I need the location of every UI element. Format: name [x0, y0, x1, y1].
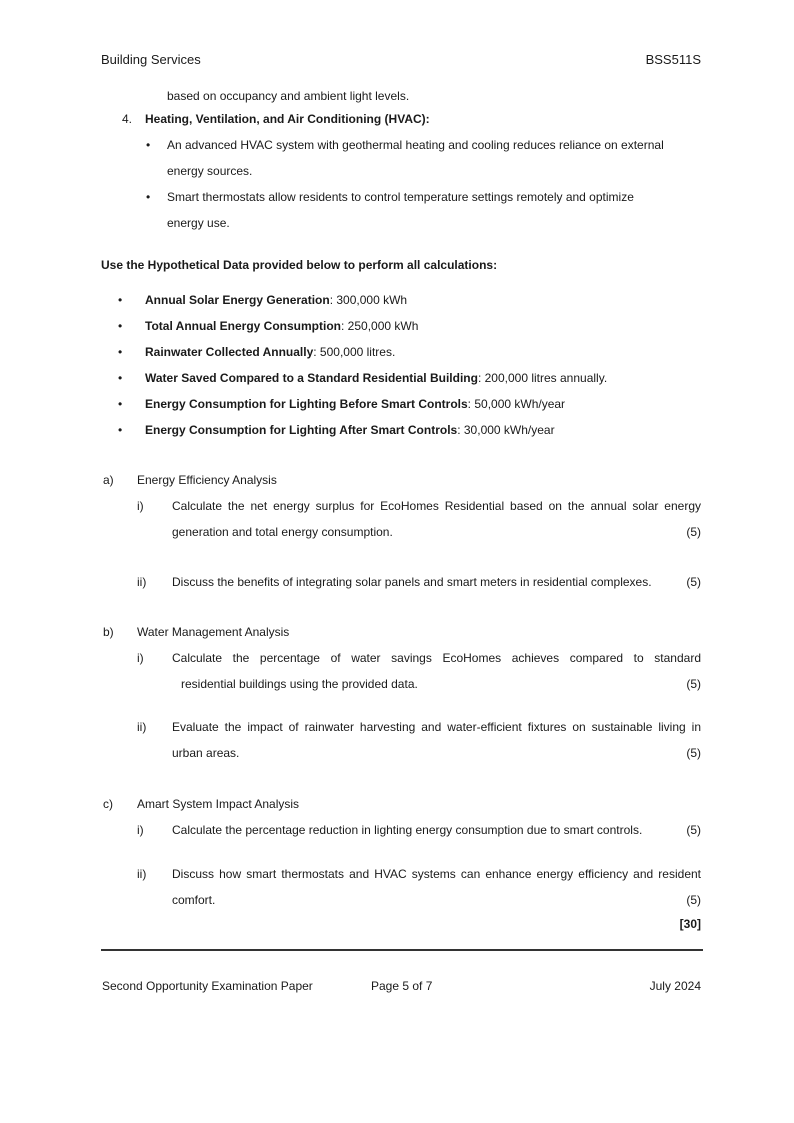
- data-item-lighting-before: [145, 397, 565, 411]
- question-c-i-mark: (5): [686, 823, 701, 837]
- data-value: : 300,000 kWh: [329, 293, 408, 307]
- question-b-ii-number: ii): [137, 720, 147, 734]
- question-a-i-line1: Calculate the net energy surplus for EcoHomes Residential based on the annual solar energy: [172, 499, 701, 513]
- footer-paper-title: Second Opportunity Examination Paper: [102, 979, 313, 993]
- question-c-i-number: i): [137, 823, 144, 837]
- question-b-title: Water Management Analysis: [137, 625, 290, 639]
- data-value: : 200,000 litres annually.: [477, 371, 608, 385]
- data-value: : 30,000 kWh/year: [457, 423, 555, 437]
- question-b-i-number: i): [137, 651, 144, 665]
- footer-divider: [101, 949, 703, 951]
- question-b-ii-line2: urban areas.: [172, 746, 240, 760]
- data-item-rainwater: [145, 345, 395, 359]
- data-item-water-saved: [145, 371, 607, 385]
- header-course-code: BSS511S: [645, 52, 701, 67]
- question-c-ii-number: ii): [137, 867, 147, 881]
- data-value: : 250,000 kWh: [341, 319, 419, 333]
- question-c-ii-line2: comfort.: [172, 893, 216, 907]
- question-b-ii-mark: (5): [686, 746, 701, 760]
- question-a-title: Energy Efficiency Analysis: [137, 473, 277, 487]
- intro-continuation-line: based on occupancy and ambient light levels.: [167, 89, 410, 103]
- question-b-ii-line1: Evaluate the impact of rainwater harvesting and water-efficient fixtures on sustainable living in: [172, 720, 701, 734]
- data-label: Total Annual Energy Consumption: [145, 319, 341, 333]
- question-a-i-line2: generation and total energy consumption.: [172, 525, 393, 539]
- bullet-dot: •: [118, 397, 123, 411]
- data-label: Water Saved Compared to a Standard Residential Building: [145, 371, 478, 385]
- bullet-dot: •: [118, 319, 123, 333]
- question-c-ii-line1: Discuss how smart thermostats and HVAC systems can enhance energy efficiency and resident: [172, 867, 701, 881]
- question-c-i-line1: Calculate the percentage reduction in lighting energy consumption due to smart controls.: [172, 823, 643, 837]
- hvac-heading: Heating, Ventilation, and Air Conditioning (HVAC):: [145, 112, 430, 126]
- bullet-dot: •: [118, 345, 123, 359]
- data-item-consumption: [145, 319, 418, 333]
- data-item-solar: [145, 293, 407, 307]
- data-label: Rainwater Collected Annually: [145, 345, 314, 359]
- hvac-bullet-2-line1: Smart thermostats allow residents to control temperature settings remotely and optimize: [167, 190, 634, 204]
- question-a-letter: a): [103, 473, 114, 487]
- data-value: : 500,000 litres.: [313, 345, 396, 359]
- question-a-ii-number: ii): [137, 575, 147, 589]
- question-b-i-mark: (5): [686, 677, 701, 691]
- question-c-ii-mark: (5): [686, 893, 701, 907]
- question-a-i-number: i): [137, 499, 144, 513]
- data-heading: Use the Hypothetical Data provided below to perform all calculations:: [101, 258, 498, 272]
- data-label: Energy Consumption for Lighting Before Smart Controls: [145, 397, 468, 411]
- bullet-dot: •: [118, 423, 123, 437]
- bullet-dot: •: [118, 293, 123, 307]
- bullet-dot: •: [146, 138, 151, 152]
- total-marks: [30]: [679, 917, 701, 931]
- hvac-bullet-1-line2: energy sources.: [167, 164, 253, 178]
- item-number-4: 4.: [122, 112, 133, 126]
- question-a-ii-mark: (5): [686, 575, 701, 589]
- data-item-lighting-after: [145, 423, 555, 437]
- hvac-bullet-2-line2: energy use.: [167, 216, 230, 230]
- header-course-name: Building Services: [101, 52, 201, 67]
- question-b-letter: b): [103, 625, 114, 639]
- question-a-ii-line1: Discuss the benefits of integrating solar panels and smart meters in residential complexes.: [172, 575, 652, 589]
- bullet-dot: •: [146, 190, 151, 204]
- data-label: Annual Solar Energy Generation: [145, 293, 330, 307]
- bullet-dot: •: [118, 371, 123, 385]
- footer-page-number: Page 5 of 7: [371, 979, 433, 993]
- question-b-i-line1: Calculate the percentage of water savings EcoHomes achieves compared to standard: [172, 651, 701, 665]
- footer-date: July 2024: [649, 979, 701, 993]
- question-c-title: Amart System Impact Analysis: [137, 797, 300, 811]
- question-b-i-line2: residential buildings using the provided data.: [181, 677, 418, 691]
- hvac-bullet-1-line1: An advanced HVAC system with geothermal heating and cooling reduces reliance on external: [167, 138, 664, 152]
- data-label: Energy Consumption for Lighting After Smart Controls: [145, 423, 458, 437]
- question-c-letter: c): [103, 797, 113, 811]
- question-a-i-mark: (5): [686, 525, 701, 539]
- data-value: : 50,000 kWh/year: [467, 397, 566, 411]
